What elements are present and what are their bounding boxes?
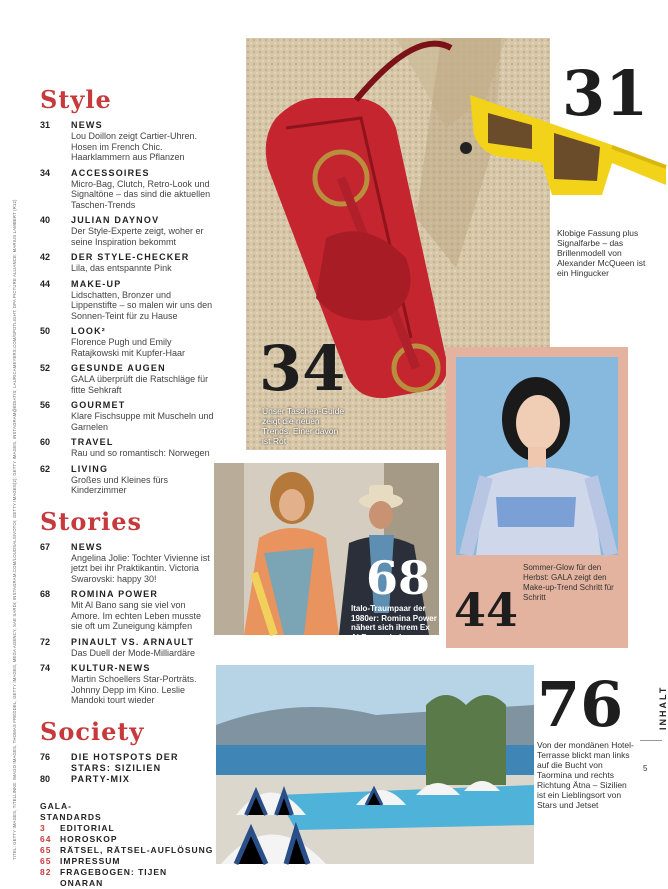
page-number: 40 [40,215,51,225]
entry-heading: GESUNDE AUGEN [71,363,166,373]
terrace-illustration [216,665,534,864]
entry-description: Rau und so romantisch: Norwegen [71,448,210,458]
entry-heading: ROMINA POWER [71,589,159,599]
caption-34: Unser Taschen-Guide zeigt die neuen Trends. Einer davon ist Rot [262,406,345,446]
page-number: 72 [40,636,51,647]
page-number: 44 [40,278,51,289]
entry-heading: NEWS [71,541,103,552]
toc-entry[interactable] [40,663,215,706]
caption-31: Klobige Fassung plus Signalfarbe – das Brillenmodell von Alexander McQueen ist ein Hingucker [557,228,646,278]
standard-item[interactable] [40,867,170,889]
toc-entry[interactable] [40,464,215,496]
entry-heading: MAKE-UP [71,278,122,289]
entry-description: Angelina Jolie: Tochter Vivienne ist jetzt bei ihr Praktikantin. Victoria Swarovski: happy 30! [71,552,210,584]
standard-label: IMPRESSUM [60,855,121,866]
page-number: 65 [40,844,52,855]
model-illustration [456,357,618,555]
entry-description: Martin Schoellers Star-Porträts. Johnny Depp im Kino. Leslie Mandoki tourt wieder [71,674,197,705]
entry-description: Micro-Bag, Clutch, Retro-Look und Signaltöne – das sind die aktuellen Taschen-Trends [71,178,211,210]
toc-entry[interactable] [40,363,215,395]
standard-item[interactable] [40,834,215,845]
standard-label: EDITORIAL [60,822,115,833]
feature-number-31: 31 [562,57,649,130]
entry-description: Großes und Kleines fürs Kinderzimmer [71,474,169,495]
entry-description: Lidschatten, Bronzer und Lippenstifte – so malen wir uns den Sonnen-Teint für zu Hause [71,289,213,321]
entry-heading: GOURMET [71,400,126,410]
section-title-style: Style [40,85,112,114]
entry-heading: NEWS [71,120,103,130]
entry-heading: LOOK² [71,326,106,336]
entry-heading: PARTY-MIX [71,773,131,784]
page-number: 64 [40,833,52,844]
entry-heading: KULTUR-NEWS [71,663,151,673]
entry-heading: PINAULT VS. ARNAULT [71,636,195,647]
toc-entry[interactable] [40,279,215,322]
stories-list [40,542,215,706]
page-number: 80 [40,773,51,784]
entry-description: Mit Al Bano sang sie viel von Amore. Im echten Leben musste sie oft um Zuneigung kämpfen [71,600,202,631]
toc-entry[interactable] [40,774,215,785]
entry-description: Lou Doillon zeigt Cartier-Uhren. Hosen im French Chic. Haarklammern aus Pflanzen [71,131,198,162]
page-number: 52 [40,363,51,373]
entry-description: Der Style-Experte zeigt, woher er seine Inspiration bekommt [71,226,204,247]
entry-description: GALA überprüft die Ratschläge für fitte Sehkraft [71,374,209,395]
section-title-society: Society [40,716,145,746]
page-number: 74 [40,663,51,673]
page-number: 60 [40,437,51,447]
standard-label: RÄTSEL, RÄTSEL-AUFLÖSUNG [60,844,214,855]
society-list [40,752,215,785]
standard-item[interactable] [40,845,215,856]
toc-entry[interactable] [40,637,215,659]
caption-76: Von der mondänen Hotel-Terrasse blickt man links auf die Bucht von Taormina und rechts Richtung Ätna – Sizilien ist ein Lieblingsort von Stars und Jetset [537,740,634,810]
entry-heading: DIE HOTSPOTS DER STARS: SIZILIEN [71,751,179,773]
toc-entry[interactable] [40,326,215,358]
toc-entry[interactable] [40,589,215,632]
caption-44: Sommer-Glow für den Herbst: GALA zeigt den Make-up-Trend Schritt für Schritt [523,563,614,602]
style-list [40,120,215,496]
taormina-photo[interactable] [216,665,534,864]
toc-entry[interactable] [40,168,215,211]
toc-entry[interactable] [40,437,215,459]
feature-number-34: 34 [259,332,346,405]
page-number: 5 [643,764,648,773]
page-number: 31 [40,120,51,130]
glasses-image[interactable] [462,57,666,205]
page-number: 76 [40,751,51,762]
toc-entry[interactable] [40,252,215,274]
page-number: 68 [40,589,51,599]
couple-photo[interactable] [214,463,439,642]
entry-heading: TRAVEL [71,437,114,447]
toc-entry[interactable] [40,752,215,774]
section-title-stories: Stories [40,506,142,536]
makeup-photo[interactable] [456,357,618,555]
page-number: 67 [40,541,51,552]
entry-description: Das Duell der Mode-Milliardäre [71,647,196,658]
feature-number-68: 68 [366,551,431,605]
toc-entry[interactable] [40,400,215,432]
entry-heading: ACCESSOIRES [71,167,150,178]
page-number: 50 [40,326,51,336]
toc-entry[interactable] [40,215,215,247]
caption-68: Italo-Traumpaar der 1980er: Romina Power nähert sich ihrem Ex Al Bano wieder an [351,604,437,642]
makeup-panel[interactable] [446,347,628,648]
table-of-contents [40,86,215,889]
section-label [646,672,668,730]
page-number: 56 [40,400,51,410]
toc-entry[interactable] [40,120,215,163]
feature-number-44: 44 [454,583,519,637]
section-label-text: INHALT [658,685,668,730]
page-number: 82 [40,866,52,877]
standard-label: HOROSKOP [60,833,118,844]
toc-entry[interactable] [40,542,215,585]
feature-number-76: 76 [537,668,624,741]
entry-heading: JULIAN DAYNOV [71,215,160,225]
standard-label: FRAGEBOGEN: TIJEN ONARAN [60,866,168,888]
standard-item[interactable] [40,823,215,834]
page-number: 62 [40,463,51,474]
entry-description: Lila, das entspannte Pink [71,263,172,273]
entry-heading: LIVING [71,463,109,474]
entry-description: Klare Fischsuppe mit Muscheln und Garnelen [71,411,214,432]
page-number: 34 [40,167,51,178]
gala-standards [40,801,215,889]
standard-item[interactable] [40,856,215,867]
photo-credits [2,199,17,860]
entry-heading: DER STYLE-CHECKER [71,252,190,262]
page-number: 42 [40,252,51,262]
standards-title: GALA-STANDARDS [40,800,102,822]
entry-description: Florence Pugh und Emily Ratajkowski mit Kupfer-Haar [71,337,186,358]
divider [640,740,662,741]
page-number: 65 [40,855,52,866]
page-number: 3 [40,822,46,833]
photo-credits-text: TITEL: GETTY IMAGES, TITELLINKE: IMAGO IMAGES, THOMAS FREDDEL, GETTY IMAGES, MEGA AGENCY, SAE SARDI; INSTAGRAM.COM/LOUDSALSIVOTOI; GETTY IMAGES(2); GETTY IMAGES, INSTAGRAM@EDIATIS; LAURICAMEYERS.COM/SPOTLIGHT; DPA PICTURE ALLIANCE; MARIUS LAMBERT (R12) [12,199,17,860]
